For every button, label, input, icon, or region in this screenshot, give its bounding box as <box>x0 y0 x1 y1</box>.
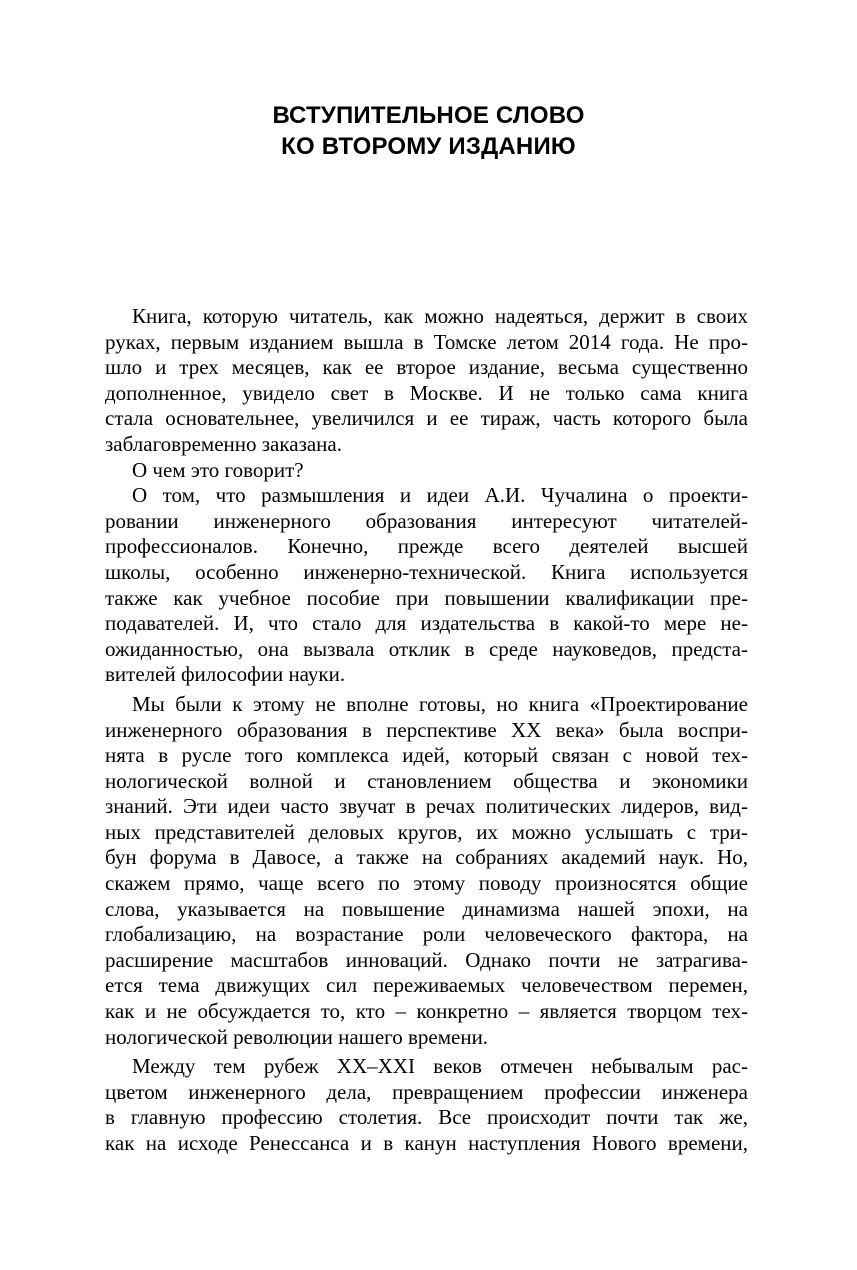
text-line: шло и трех месяцев, как ее второе издание, весьма существенно <box>105 355 748 380</box>
text-line: бун форума в Давосе, а также на собраниях академий наук. Но, <box>105 845 748 870</box>
text-line: дополненное, увидело свет в Москве. И не только сама книга <box>105 380 748 405</box>
text-line: как и не обсуждается то, кто – конкретно – является творцом тех- <box>105 999 748 1024</box>
body-text <box>105 304 748 1157</box>
heading-line-2: КО ВТОРОМУ ИЗДАНИЮ <box>281 133 576 160</box>
text-line: инженерного образования в перспективе XX века» была воспри- <box>105 717 748 742</box>
text-line: как на исходе Ренессанса и в канун наступления Нового времени, <box>105 1131 748 1155</box>
paragraph-1 <box>105 304 748 458</box>
text-line: расширение масштабов инноваций. Однако почти не затрагива- <box>105 947 748 972</box>
text-line: ется тема движущих сил переживаемых человечеством перемен, <box>105 973 748 998</box>
text-line: слова, указывается на повышение динамизма нашей эпохи, на <box>105 896 748 921</box>
text-line: знаний. Эти идеи часто звучат в речах политических лидеров, вид- <box>105 794 748 819</box>
text-line: также как учебное пособие при повышении квалификации пре- <box>105 585 748 610</box>
text-line: руках, первым изданием вышла в Томске летом 2014 года. Не про- <box>105 329 748 354</box>
text-line: школы, особенно инженерно-технической. Книга используется <box>105 559 748 584</box>
text-line: профессионалов. Конечно, прежде всего деятелей высшей <box>105 534 748 559</box>
text-line: нологической революции нашего времени. <box>105 1024 489 1049</box>
paragraph-3 <box>105 483 748 688</box>
heading-line-1: ВСТУПИТЕЛЬНОЕ СЛОВО <box>272 102 585 129</box>
text-line: ожиданностью, она вызвала отклик в среде науковедов, предста- <box>105 636 748 661</box>
text-line: ных представителей деловых кругов, их можно услышать с три- <box>105 819 748 844</box>
text-line: ровании инженерного образования интересуют читателей- <box>105 508 748 533</box>
text-line: Книга, которую читатель, как можно надеяться, держит в своих <box>132 304 748 328</box>
text-line: в главную профессию столетия. Все происходит почти так же, <box>105 1105 748 1130</box>
text-line: заблаговременно заказана. <box>105 431 342 456</box>
text-line: стала основательнее, увеличился и ее тираж, часть которого была <box>105 406 748 431</box>
text-line: Мы были к этому не вполне готовы, но книга «Проектирование <box>132 691 748 716</box>
text-line: нята в русле того комплекса идей, который связан с новой тех- <box>105 743 748 768</box>
text-line: скажем прямо, чаще всего по этому поводу произносятся общие <box>105 871 748 896</box>
text-line: цветом инженерного дела, превращением профессии инженера <box>105 1079 748 1104</box>
text-line: О чем это говорит? <box>132 457 304 482</box>
paragraph-4 <box>105 692 748 1050</box>
text-line: О том, что размышления и идеи А.И. Чучалина о проекти- <box>132 483 748 508</box>
paragraph-2 <box>105 458 748 484</box>
text-line: нологической волной и становлением общества и экономики <box>105 768 748 793</box>
text-line: вителей философии науки. <box>105 662 346 687</box>
paragraph-5 <box>105 1054 748 1156</box>
text-line: Между тем рубеж XX–XXI веков отмечен небывалым рас- <box>132 1054 748 1079</box>
text-line: подавателей. И, что стало для издательства в какой-то мере не- <box>105 611 748 636</box>
chapter-heading <box>0 100 857 162</box>
text-line: глобализацию, на возрастание роли человеческого фактора, на <box>105 922 748 947</box>
